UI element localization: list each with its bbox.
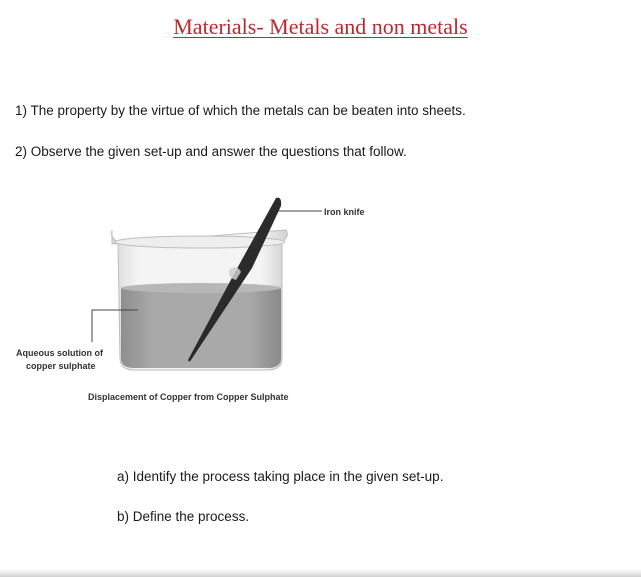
beaker-figure — [8, 182, 380, 410]
question-2: 2) Observe the given set-up and answer the questions that follow. — [15, 144, 407, 159]
copper-sulphate-solution — [121, 288, 281, 368]
iron-knife-label: Iron knife — [324, 207, 365, 217]
figure-caption: Displacement of Copper from Copper Sulphate — [88, 392, 289, 402]
page-title: Materials- Metals and non metals — [173, 14, 468, 39]
liquid-surface — [121, 283, 281, 293]
cut-off-text-line — [0, 569, 641, 577]
solution-label-line2: copper sulphate — [26, 361, 96, 371]
solution-label-line1: Aqueous solution of — [16, 348, 103, 358]
question-2a: a) Identify the process taking place in the given set-up. — [117, 469, 444, 484]
question-2b: b) Define the process. — [117, 509, 250, 524]
question-1: 1) The property by the virtue of which the metals can be beaten into sheets. — [15, 103, 466, 118]
